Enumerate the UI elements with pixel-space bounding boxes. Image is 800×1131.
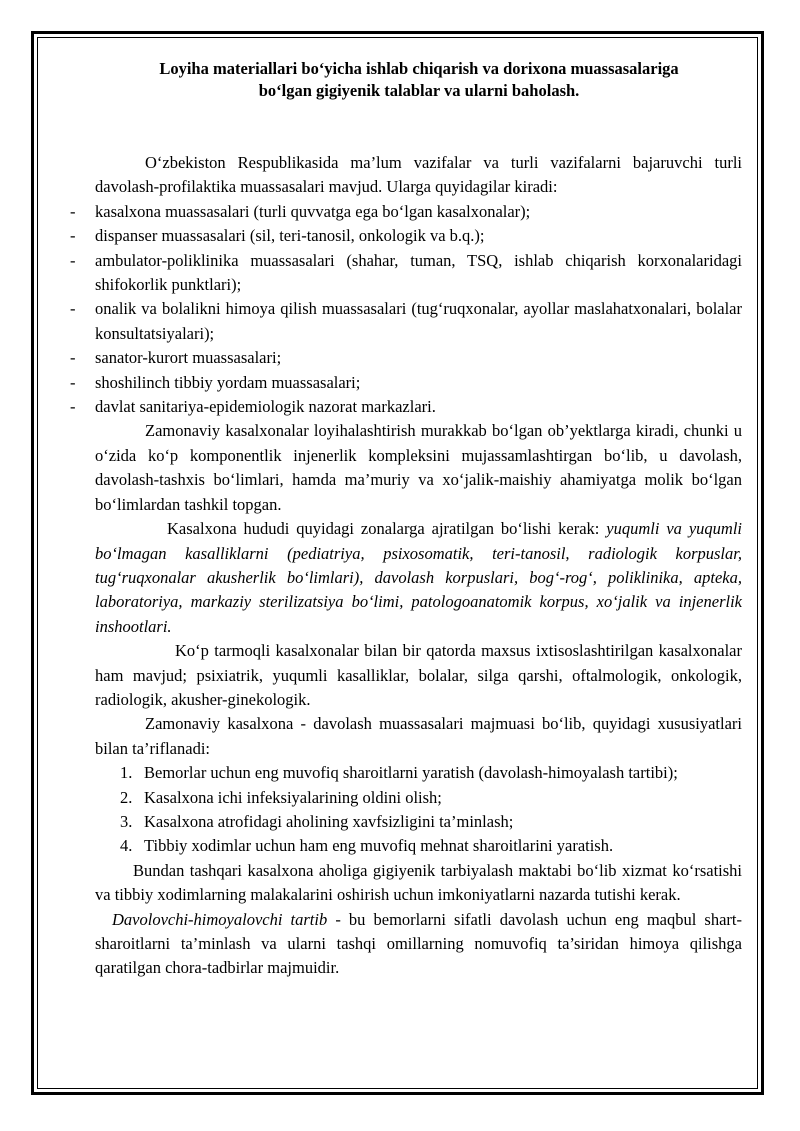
regime-definition-paragraph xyxy=(95,908,742,981)
list-item-text: Bemorlar uchun eng muvofiq sharoitlarni yaratish (davolash-himoyalash tartibi); xyxy=(144,763,678,783)
list-item: - kasalxona muassasalari (turli quvvatga ega bo‘lgan kasalxonalar); xyxy=(95,200,742,224)
title-line-2: bo‘lgan gigiyenik talablar va ularni baholash. xyxy=(258,81,580,100)
list-item: - shoshilinch tibbiy yordam muassasalari; xyxy=(95,371,742,395)
list-number: 3. xyxy=(120,811,133,831)
title-line-1: Loyiha materiallari bo‘yicha ishlab chiqarish va dorixona muassasalariga xyxy=(159,59,679,78)
list-item xyxy=(120,786,742,810)
list-item xyxy=(120,834,742,858)
list-item xyxy=(120,761,742,785)
zones-list-text: yuqumli va yuqumli bo‘lmagan kasalliklarni (pediatriya, psixosomatik, teri-tanosil, radiologik korpuslar, tug‘ruqxonalar akusherlik bo‘limlari), davolash korpuslari, bog‘-rog‘, poliklinika, apteka, laboratoriya, markaziy sterilizatsiya bo‘limi, patologoanatomik korpus, xo‘jalik va injenerlik inshootlari. xyxy=(95,519,742,636)
list-item: - onalik va bolalikni himoya qilish muassasalari (tug‘ruqxonalar, ayollar maslahatxonalari, bolalar konsultatsiyalari); xyxy=(95,297,742,346)
document-title xyxy=(96,58,742,102)
list-item: - sanator-kurort muassasalari; xyxy=(95,346,742,370)
education-paragraph: Bundan tashqari kasalxona aholiga gigiyenik tarbiyalash maktabi bo‘lib xizmat ko‘rsatishi va tibbiy xodimlarning malakalarini oshirish uchun imkoniyatlarni nazarda tutishi kerak. xyxy=(95,860,742,905)
regime-definition-text: - bu bemorlarni sifatli davolash uchun eng maqbul shart-sharoitlarni ta’minlash va ularni tashqi omillarning nomuvofiq ta’siridan himoya qilishga qaratilgan chora-tadbirlar majmuidir. xyxy=(95,909,742,978)
zones-lead-text: Kasalxona hududi quyidagi zonalarga ajratilgan bo‘lishi kerak: xyxy=(167,519,607,539)
list-number: 4. xyxy=(120,836,133,856)
intro-paragraph: O‘zbekiston Respublikasida ma’lum vazifalar va turli vazifalarni bajaruvchi turli davolash-profilaktika muassasalari mavjud. Ularga quyidagilar kiradi: xyxy=(95,153,742,197)
regime-term: Davolovchi-himoyalovchi tartib xyxy=(112,909,328,929)
list-item-text: Kasalxona ichi infeksiyalarining oldini olish; xyxy=(144,787,442,807)
modern-hospitals-paragraph: Zamonaviy kasalxonalar loyihalashtirish murakkab bo‘lgan ob’yektlarga kiradi, chunki u o‘zida ko‘p komponentlik injenerlik kompleksini mujassamlashtirgan bo‘lib, u davolash, davolash-tashxis bo‘limlari, hamda ma’muriy va xo‘jalik-maishiy ahamiyatga molik bo‘lgan bo‘limlardan tashkil topgan. xyxy=(95,421,742,514)
document-body xyxy=(95,151,742,981)
list-number: 2. xyxy=(120,787,133,807)
list-item-text: Tibbiy xodimlar uchun ham eng muvofiq mehnat sharoitlarini yaratish. xyxy=(144,836,614,856)
list-item xyxy=(120,810,742,834)
list-number: 1. xyxy=(120,763,133,783)
specialized-hospitals-paragraph: Ko‘p tarmoqli kasalxonalar bilan bir qatorda maxsus ixtisoslashtirilgan kasalxonalar ham mavjud; psixiatrik, yuqumli kasalliklar, bolalar, silga qarshi, oftalmologik, onkologik, radiologik, akusher-ginekologik. xyxy=(95,641,742,709)
features-list xyxy=(95,761,742,859)
list-item: - dispanser muassasalari (sil, teri-tanosil, onkologik va b.q.); xyxy=(95,224,742,248)
list-item: - ambulator-poliklinika muassasalari (shahar, tuman, TSQ, ishlab chiqarish korxonalaridagi shifokorlik punktlari); xyxy=(95,249,742,298)
list-item: - davlat sanitariya-epidemiologik nazorat markazlari. xyxy=(95,395,742,419)
hospital-zones-paragraph xyxy=(95,517,742,639)
hospital-features-paragraph: Zamonaviy kasalxona - davolash muassasalari majmuasi bo‘lib, quyidagi xususiyatlari bilan ta’riflanadi: xyxy=(95,714,742,758)
list-item-text: Kasalxona atrofidagi aholining xavfsizligini ta’minlash; xyxy=(144,811,514,831)
institution-types-list xyxy=(95,200,742,420)
